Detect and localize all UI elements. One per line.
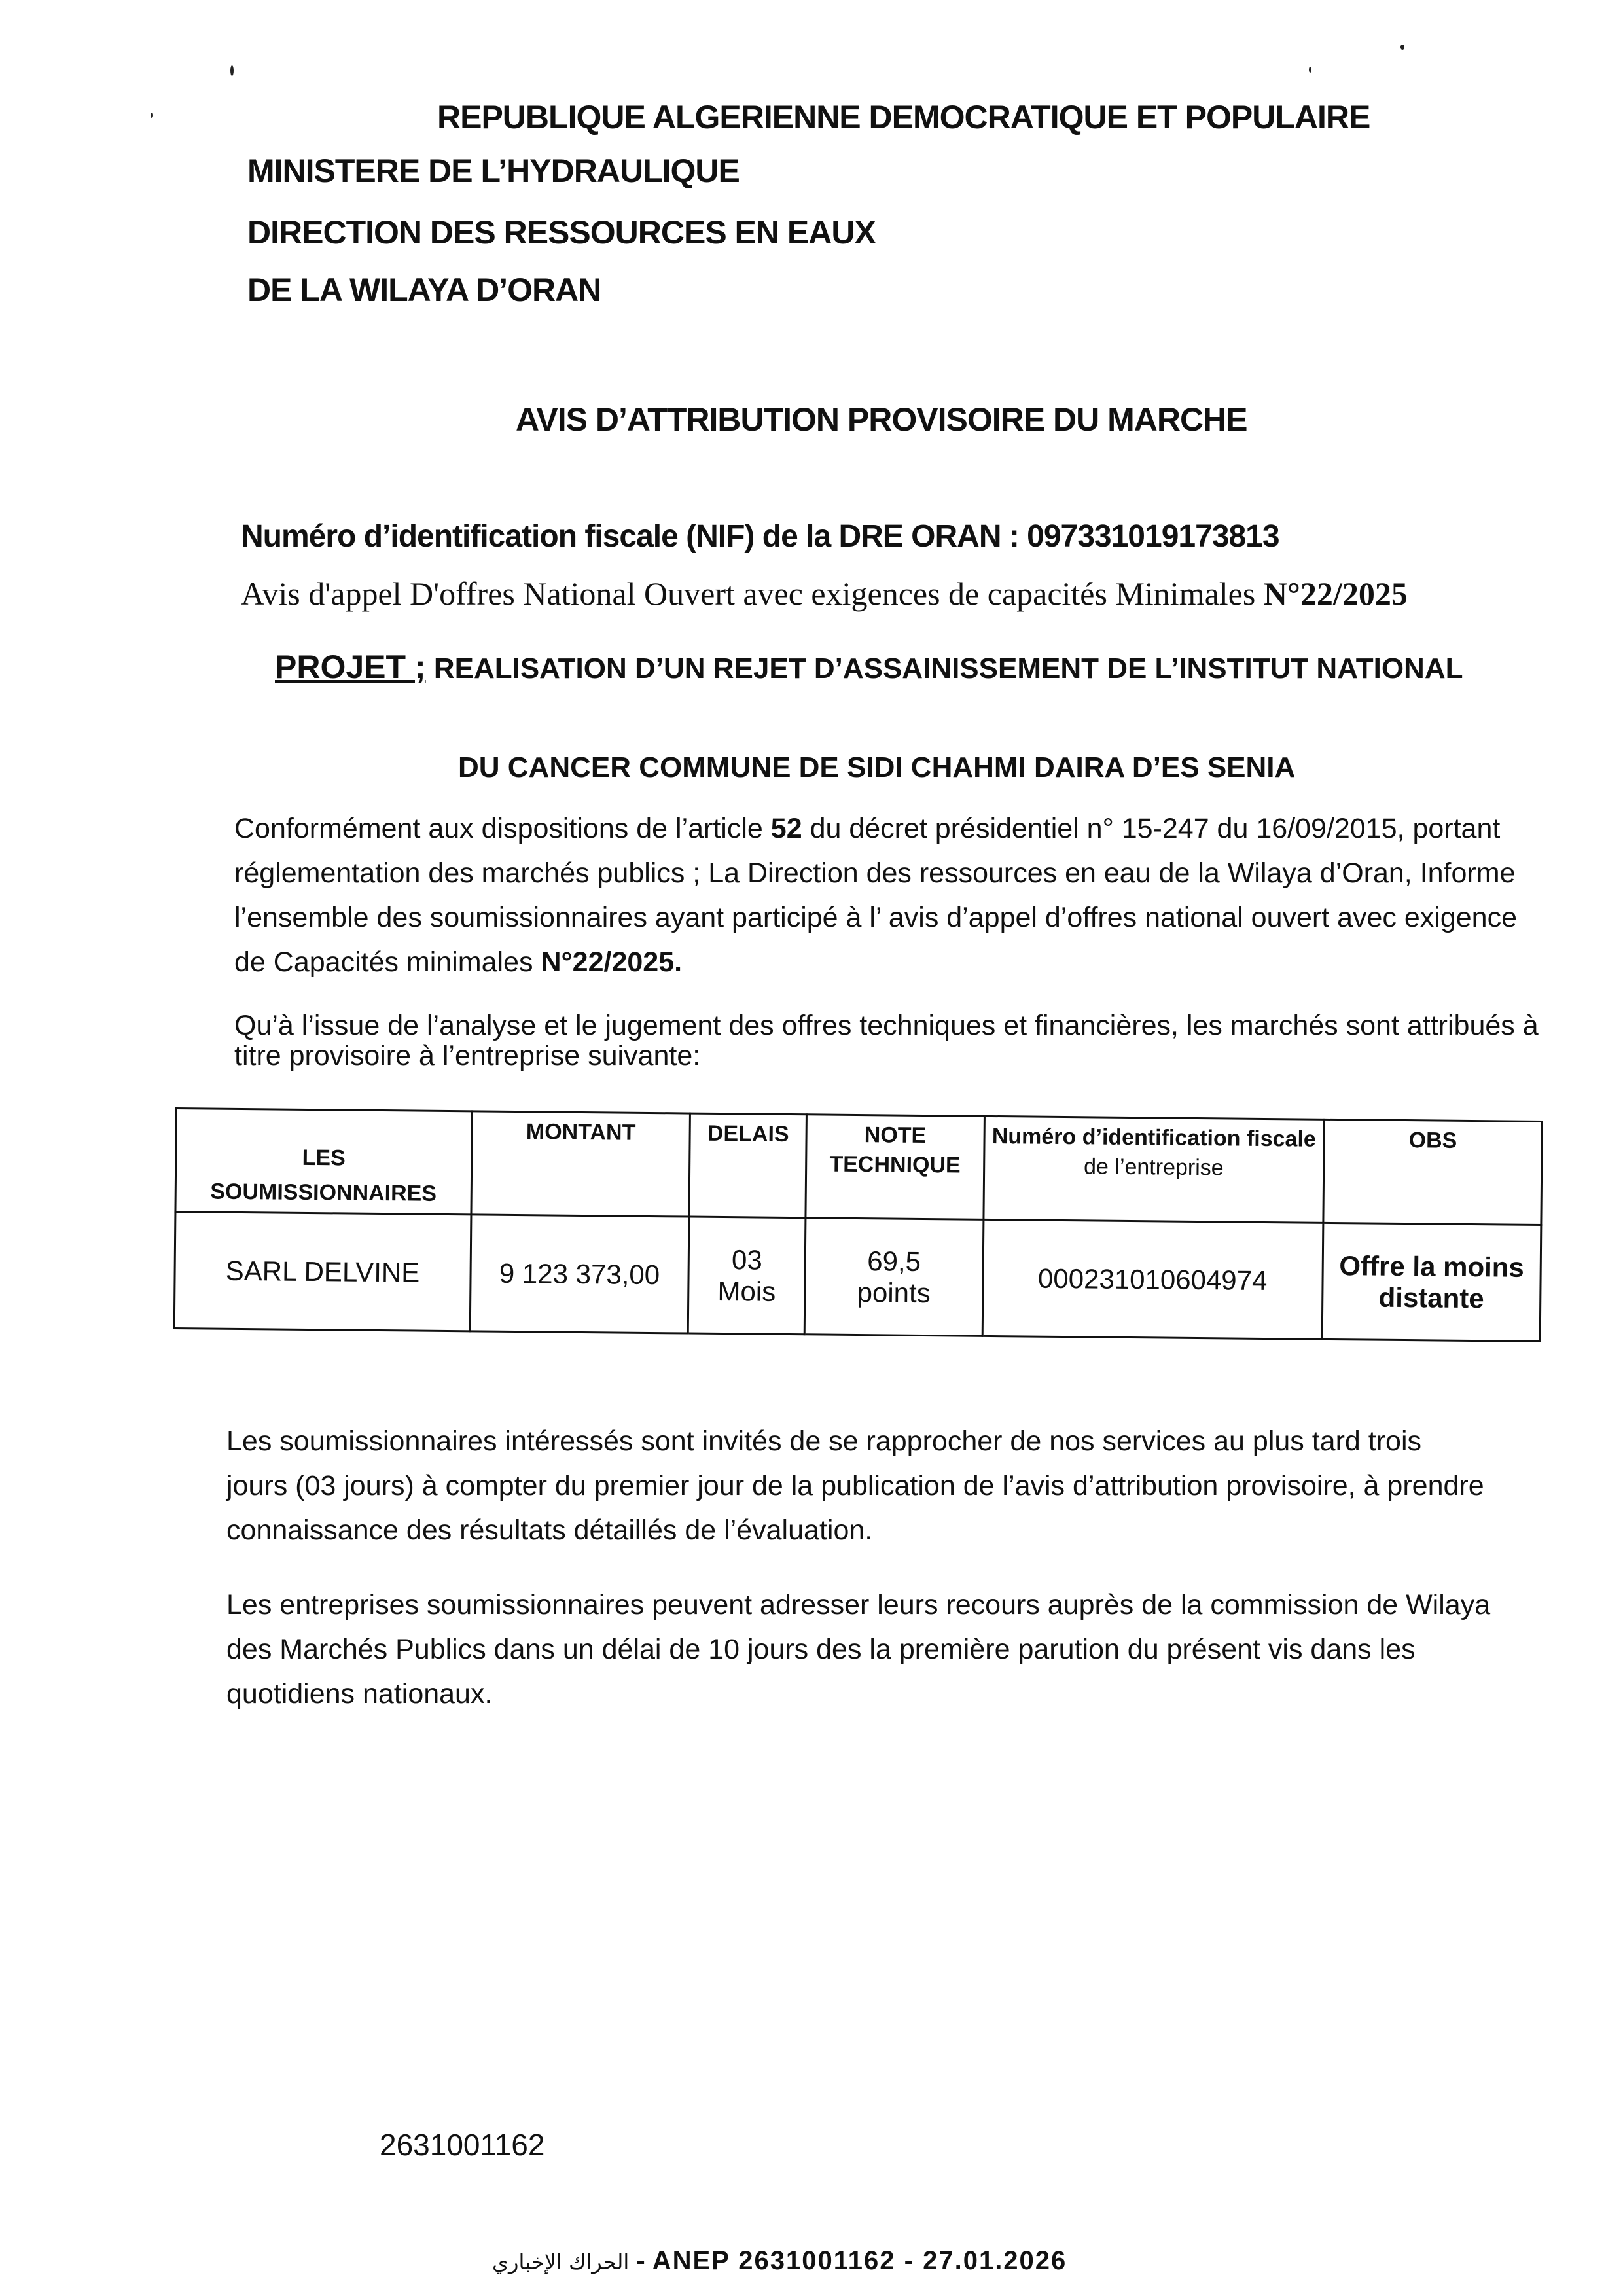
col-note [806, 1115, 984, 1220]
col-delais: DELAIS [689, 1113, 807, 1218]
cell-delais-line2: Mois [717, 1275, 776, 1307]
cell-note [804, 1218, 983, 1336]
table-header-row [175, 1109, 1542, 1225]
cell-obs [1322, 1223, 1541, 1341]
col-nif-line1: Numéro d’identification fiscale [991, 1123, 1316, 1152]
appel-line [241, 575, 1408, 613]
footer-anep-text: ANEP 2631001162 - 27.01.2026 [652, 2246, 1067, 2275]
paragraph-issue: Qu’à l’issue de l’analyse et le jugement des offres techniques et financières, les marchés sont attribués à titre provisoire à l’entreprise suivante: [234, 1010, 1539, 1071]
col-obs: OBS [1323, 1119, 1543, 1225]
award-table [173, 1107, 1543, 1342]
paragraph-invitation: Les soumissionnaires intéressés sont invités de se rapprocher de nos services au plus tard trois jours (03 jours) à compter du premier jour de la publication de l’avis d’attribution provisoire, à prendre connaissance des résultats détaillés de l’évaluation. [226, 1426, 1484, 1546]
cell-obs-line1: Offre la moins [1339, 1249, 1525, 1283]
header-ministry: MINISTERE DE L’HYDRAULIQUE [247, 152, 740, 189]
reference-number: 2631001162 [380, 2128, 545, 2162]
projet-line-1 [275, 648, 1463, 686]
col-nif [984, 1116, 1325, 1223]
cell-nif: 000231010604974 [982, 1219, 1323, 1339]
footer-separator: - [629, 2246, 652, 2275]
col-soumissionnaires-line1: LES [302, 1145, 346, 1171]
cell-obs-line2: distante [1378, 1282, 1484, 1314]
p1-article: 52 [770, 813, 802, 844]
scan-speck [1309, 67, 1311, 73]
page-title: AVIS D’ATTRIBUTION PROVISOIRE DU MARCHE [516, 401, 1247, 438]
footer-anep [492, 2246, 1067, 2276]
scan-speck [1400, 45, 1404, 50]
appel-text: Avis d'appel D'offres National Ouvert avec exigences de capacités Minimales [241, 575, 1264, 612]
nif-line: Numéro d’identification fiscale (NIF) de la DRE ORAN : 097331019173813 [241, 519, 1279, 554]
cell-soumissionnaire: SARL DELVINE [174, 1212, 471, 1331]
p1-part2: du décret présidentiel n° 15-247 du 16/09/2015, portant réglementation des marchés publics ; La Direction des ressources en eau de la Wilaya d’Oran, Informe l’ensemble des soumissionnaires ayant participé à l’ avis d’appel d’offres national ouvert avec exigence de Capacités minimales [234, 813, 1518, 978]
p1-part1: Conformément aux dispositions de l’article [234, 813, 771, 844]
footer-arabic: الحراك الإخباري [492, 2250, 630, 2274]
projet-line-2: DU CANCER COMMUNE DE SIDI CHAHMI DAIRA D’ES SENIA [458, 751, 1296, 783]
header-republic: REPUBLIQUE ALGERIENNE DEMOCRATIQUE ET POPULAIRE [437, 99, 1370, 135]
p1-number: N°22/2025. [541, 946, 683, 978]
cell-montant: 9 123 373,00 [470, 1215, 689, 1333]
cell-note-line1: 69,5 [867, 1245, 921, 1277]
col-nif-line2: de l’entreprise [1083, 1154, 1224, 1181]
table-row [174, 1212, 1541, 1342]
scan-speck [230, 65, 234, 76]
col-note-line2: TECHNIQUE [829, 1151, 961, 1178]
projet-label: PROJET ; [275, 649, 426, 685]
cell-delais-line1: 03 [731, 1244, 762, 1276]
cell-note-line2: points [857, 1276, 931, 1308]
col-soumissionnaires [175, 1109, 472, 1215]
projet-title-1: REALISATION D’UN REJET D’ASSAINISSEMENT DE L’INSTITUT NATIONAL [425, 653, 1463, 685]
header-wilaya: DE LA WILAYA D’ORAN [247, 272, 601, 308]
appel-number: N°22/2025 [1263, 575, 1408, 612]
paragraph-conformement [234, 806, 1517, 984]
col-note-line1: NOTE [864, 1122, 927, 1149]
col-soumissionnaires-line2: SOUMISSIONNAIRES [210, 1179, 437, 1206]
paragraph-recours: Les entreprises soumissionnaires peuvent adresser leurs recours auprès de la commission de Wilaya des Marchés Publics dans un délai de 10 jours des la première parution du présent vis dans les quotidiens nationaux. [226, 1589, 1491, 1710]
col-montant: MONTANT [471, 1111, 690, 1217]
header-direction: DIRECTION DES RESSOURCES EN EAUX [247, 214, 876, 251]
cell-delais [688, 1217, 806, 1335]
scan-speck [151, 113, 153, 118]
